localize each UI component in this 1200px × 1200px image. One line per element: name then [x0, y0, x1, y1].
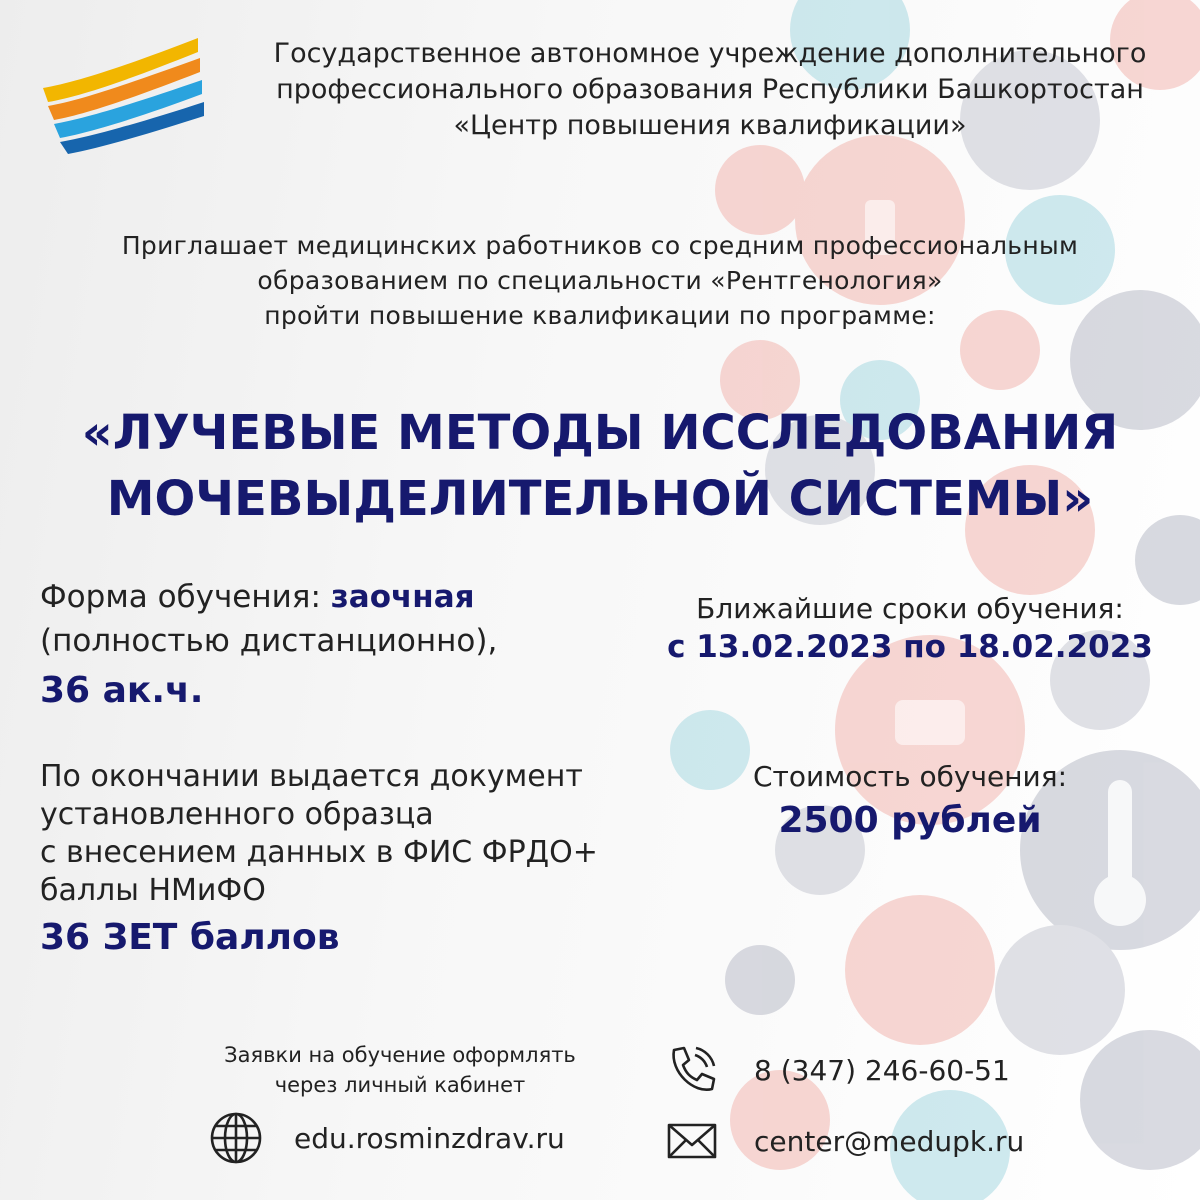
study-form-block: [40, 575, 580, 719]
document-line: с внесением данных в ФИС ФРДО+: [40, 835, 598, 870]
document-points: 36 ЗЕТ баллов: [40, 917, 340, 958]
email-address[interactable]: center@medupk.ru: [754, 1124, 1025, 1158]
contact-phone[interactable]: [664, 1042, 1010, 1098]
program-title: [20, 400, 1180, 532]
envelope-icon: [664, 1113, 720, 1169]
document-line: установленного образца: [40, 797, 434, 832]
study-dates-label: Ближайшие сроки обучения:: [696, 592, 1124, 625]
invitation-text: [40, 228, 1160, 333]
organization-line: Государственное автономное учреждение дополнительного: [273, 38, 1147, 69]
document-line: По окончании выдается документ: [40, 759, 583, 794]
cost-value: 2500 рублей: [778, 800, 1042, 841]
phone-icon: [664, 1042, 720, 1098]
invitation-line: образованием по специальности «Рентгенология»: [257, 266, 943, 295]
contact-email[interactable]: [664, 1113, 1024, 1169]
cost-label: Стоимость обучения:: [752, 760, 1068, 793]
study-form-label: Форма обучения:: [40, 579, 321, 615]
organization-logo: [38, 30, 208, 160]
invitation-line: Приглашает медицинских работников со средним профессиональным: [121, 231, 1079, 260]
apply-line: Заявки на обучение оформлять: [224, 1043, 576, 1067]
cost-block: [690, 758, 1130, 846]
apply-line: через личный кабинет: [274, 1073, 526, 1097]
study-dates-value: с 13.02.2023 по 18.02.2023: [667, 629, 1153, 665]
study-dates-block: [640, 590, 1180, 666]
program-title-line: «ЛУЧЕВЫЕ МЕТОДЫ ИССЛЕДОВАНИЯ: [81, 405, 1119, 461]
organization-line: профессионального образования Республики Башкортостан: [276, 74, 1144, 105]
contact-site[interactable]: [208, 1110, 565, 1166]
apply-instructions: [190, 1040, 610, 1100]
phone-number[interactable]: 8 (347) 246-60-51: [754, 1053, 1010, 1087]
invitation-line: пройти повышение квалификации по программе:: [264, 301, 936, 330]
program-title-line: МОЧЕВЫДЕЛИТЕЛЬНОЙ СИСТЕМЫ»: [106, 471, 1094, 527]
site-link[interactable]: edu.rosminzdrav.ru: [294, 1121, 565, 1155]
organization-name: [240, 36, 1180, 144]
globe-icon: [208, 1110, 264, 1166]
study-form-note: (полностью дистанционно),: [40, 623, 498, 659]
study-form-value: заочная: [330, 579, 475, 615]
study-hours: 36 ак.ч.: [40, 670, 204, 711]
document-block: [40, 758, 700, 966]
document-line: баллы НМиФО: [40, 873, 266, 908]
organization-line: «Центр повышения квалификации»: [453, 110, 967, 141]
